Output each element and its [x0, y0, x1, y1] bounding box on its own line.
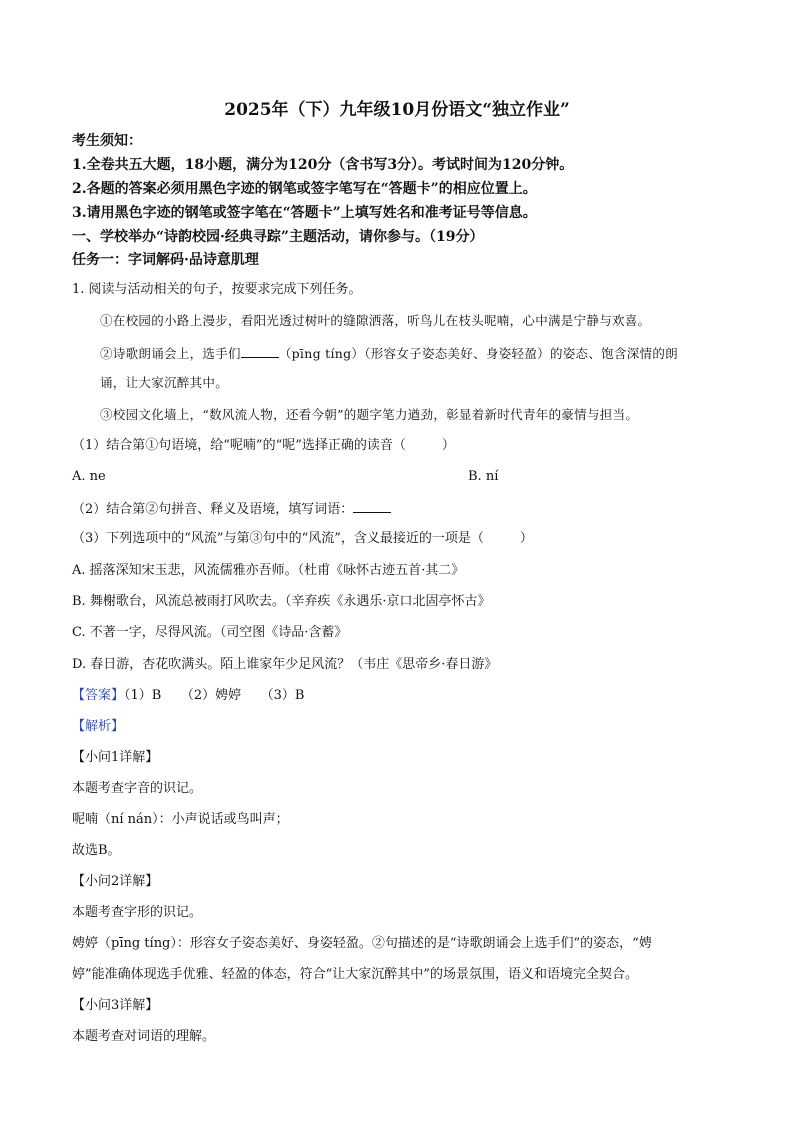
option-b: B. ní — [468, 469, 499, 484]
notice-item: 1.全卷共五大题，18小题，满分为120分（含书写3分）。考试时间为120分钟。 — [72, 157, 574, 173]
notice-item: 2.各题的答案必须用黑色字迹的钢笔或签字笔写在“答题卡”的相应位置上。 — [72, 181, 537, 197]
detail-text: 故选B。 — [72, 843, 121, 858]
sub-question: （3）下列选项中的“风流”与第③句中的“风流”，含义最接近的一项是（ ） — [72, 531, 533, 546]
quote-sentence: ①在校园的小路上漫步，看阳光透过树叶的缝隙洒落，听鸟儿在枝头呢喃，心中满是宁静与欢喜。 — [100, 313, 651, 328]
detail-text: 娉婷（pīng tíng）：形容女子姿态美好、身姿轻盈。②句描述的是“诗歌朗诵会上选手们”的姿态，“娉 — [72, 936, 652, 951]
detail-text: 本题考查字音的识记。 — [72, 781, 203, 796]
page-title: 2025年（下）九年级10月份语文“独立作业” — [224, 100, 570, 120]
option-row — [72, 467, 754, 487]
detail-heading: 【小问2详解】 — [72, 874, 159, 889]
detail-heading: 【小问1详解】 — [72, 750, 159, 765]
fill-blank — [241, 343, 279, 358]
fill-blank — [353, 498, 391, 513]
choice-item: C. 不著一字，尽得风流。（司空图《诗品·含蓄》 — [72, 625, 348, 640]
sub-question: （2）结合第②句拼音、释义及语境，填写词语： — [72, 498, 754, 520]
quote-sentence: ③校园文化墙上，“数风流人物，还看今朝”的题字笔力遒劲，彰显着新时代青年的豪情与担当。 — [100, 407, 639, 422]
notice-item: 3.请用黑色字迹的钢笔或签字笔在“答题卡”上填写姓名和准考证号等信息。 — [72, 205, 537, 221]
task-heading: 任务一：字词解码·品诗意肌理 — [72, 252, 259, 268]
analysis-tag: 【解析】 — [72, 719, 125, 734]
question-stem: 1. 阅读与活动相关的句子，按要求完成下列任务。 — [72, 282, 362, 297]
quote-sentence: ②诗歌朗诵会上，选手们 （pīng tíng）（形容女子姿态美好、身姿轻盈）的姿态、饱含深情的朗 — [100, 343, 764, 364]
quote-sentence-cont: 诵，让大家沉醉其中。 — [100, 375, 229, 390]
notice-heading: 考生须知： — [72, 133, 142, 149]
detail-text: 本题考查对词语的理解。 — [72, 1029, 216, 1044]
detail-text: 本题考查字形的识记。 — [72, 905, 203, 920]
answer-line: 【答案】（1）B （2）娉婷 （3）B — [72, 688, 305, 703]
sub-question: （1）结合第①句语境，给“呢喃”的“呢”选择正确的读音（ ） — [72, 438, 455, 453]
choice-item: B. 舞榭歌台，风流总被雨打风吹去。（辛弃疾《永遇乐·京口北固亭怀古》 — [72, 594, 491, 609]
answer-tag: 【答案】 — [72, 688, 125, 703]
section-heading: 一、学校举办“诗韵校园·经典寻踪”主题活动，请你参与。（19分） — [72, 229, 484, 245]
detail-text: 呢喃（ní nán）：小声说话或鸟叫声； — [72, 812, 289, 827]
choice-item: A. 摇落深知宋玉悲，风流儒雅亦吾师。（杜甫《咏怀古迹五首·其二》 — [72, 563, 465, 578]
choice-item: D. 春日游，杏花吹满头。陌上谁家年少足风流？（韦庄《思帝乡·春日游》 — [72, 657, 498, 672]
detail-text: 婷”能准确体现选手优雅、轻盈的体态，符合“让大家沉醉其中”的场景氛围，语义和语境完全契合。 — [72, 967, 638, 982]
detail-heading: 【小问3详解】 — [72, 998, 159, 1013]
option-a: A. ne — [72, 469, 106, 484]
